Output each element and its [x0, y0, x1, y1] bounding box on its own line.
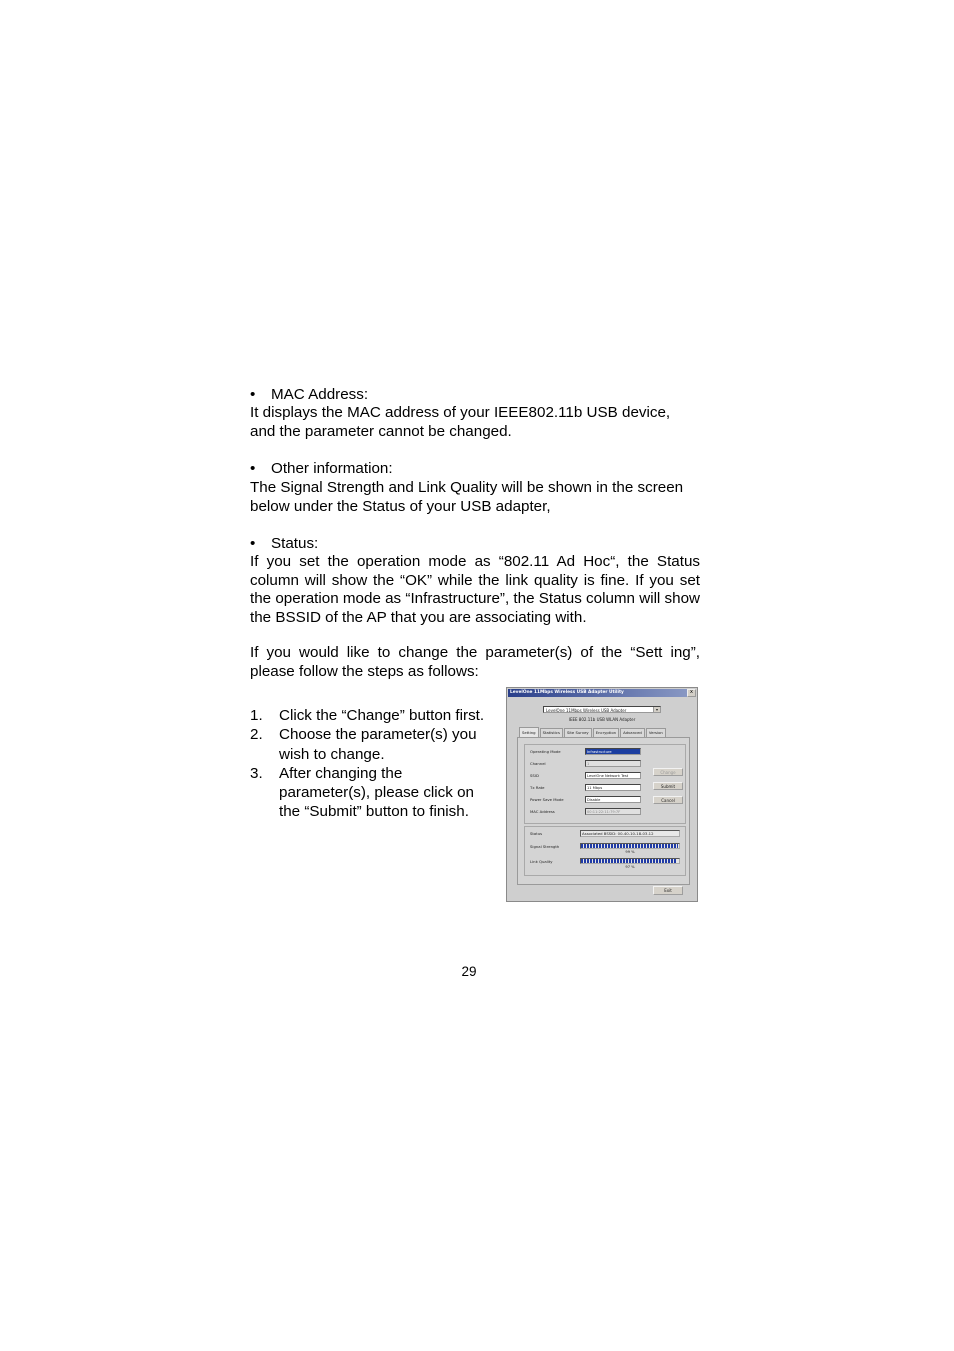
other-description: [250, 479, 710, 516]
other-heading: Other information:: [271, 460, 393, 477]
mac-address-field: 00:11:22:11:79:7F: [585, 808, 641, 815]
mac-description: [250, 404, 702, 441]
cancel-button[interactable]: Cancel: [653, 796, 683, 804]
list-item: [250, 706, 490, 725]
utility-dialog-screenshot: [506, 687, 698, 902]
step-number: 2.: [250, 726, 263, 744]
tab-version[interactable]: Version: [646, 728, 666, 737]
status-group: [524, 826, 686, 876]
step-number: 3.: [250, 764, 263, 782]
bullet-status: [250, 535, 318, 554]
status-label: Status: [530, 831, 543, 836]
mac-heading: MAC Address:: [271, 386, 369, 403]
power-save-select[interactable]: Disable: [585, 796, 641, 803]
link-quality-bar: [580, 858, 680, 864]
list-item: [250, 725, 490, 764]
steps-intro: If you would like to change the parameter(s) of the “Sett ing”, please follow the steps as follows:: [250, 644, 700, 680]
tab-site-survey[interactable]: Site Survey: [564, 728, 592, 737]
signal-strength-label: Signal Strength: [530, 844, 560, 849]
step-text: Choose the parameter(s) you wish to change.: [279, 726, 477, 763]
field-label: Channel: [530, 761, 546, 766]
channel-select[interactable]: 1: [585, 760, 641, 767]
list-item: [250, 764, 490, 822]
dialog-subtitle: IEEE 802.11b USB WLAN Adapter: [568, 717, 636, 722]
step-text: Click the “Change” button first.: [279, 707, 485, 724]
setting-panel: [517, 737, 690, 885]
close-icon[interactable]: x: [687, 689, 696, 697]
link-quality-label: Link Quality: [530, 859, 553, 864]
bullet-other-info: [250, 460, 393, 479]
other-line-2: below under the Status of your USB adapter,: [250, 497, 551, 515]
field-label: Operating Mode: [530, 749, 561, 754]
link-quality-fill: [581, 859, 676, 863]
operating-mode-select[interactable]: Infrastructure: [585, 748, 641, 755]
tab-statistics[interactable]: Statistics: [540, 728, 563, 737]
change-button[interactable]: Change: [653, 768, 683, 776]
bullet-icon: •: [250, 460, 256, 477]
adapter-select-value: LevelOne 11Mbps Wireless USB Adapter: [546, 708, 627, 713]
step-number: 1.: [250, 707, 263, 724]
dialog-tabs: [519, 728, 667, 737]
field-label: SSID: [530, 773, 539, 778]
other-line-1: The Signal Strength and Link Quality will be shown in the screen: [250, 479, 684, 496]
status-heading: Status:: [271, 535, 319, 552]
signal-strength-bar: [580, 843, 680, 849]
bullet-icon: •: [250, 386, 256, 403]
signal-strength-percent: 99 %: [625, 850, 635, 854]
steps-list: [250, 706, 490, 822]
mac-line-1: It displays the MAC address of your IEEE802.11b USB device,: [250, 404, 671, 421]
field-label: Tx Rate: [530, 785, 545, 790]
tab-encryption[interactable]: Encryption: [593, 728, 619, 737]
chevron-down-icon: ▾: [653, 707, 660, 712]
dialog-title: LevelOne 11Mbps Wireless USB Adapter Utility: [508, 689, 696, 697]
bullet-mac-address: [250, 386, 368, 405]
signal-strength-fill: [581, 844, 678, 848]
tab-advanced[interactable]: Advanced: [620, 728, 645, 737]
field-label: MAC Address: [530, 809, 555, 814]
settings-group: [524, 744, 686, 824]
tx-rate-select[interactable]: 11 Mbps: [585, 784, 641, 791]
ssid-field[interactable]: LevelOne Network Test: [585, 772, 641, 779]
step-text: After changing the parameter(s), please click on the “Submit” button to finish.: [279, 764, 474, 821]
status-value: Associated BSSID: 00-40-10-18-03-12: [580, 830, 680, 837]
page-number: 29: [461, 964, 477, 979]
tab-setting[interactable]: Setting: [519, 727, 539, 737]
exit-button[interactable]: Exit: [653, 886, 683, 895]
adapter-select[interactable]: [543, 706, 661, 713]
status-description: If you set the operation mode as “802.11 Ad Hoc“, the Status column will show the “OK” while the link quality is fine. If you set the operation mode as “Infrastructure”, the Status column will show the BSSID of the AP that you are associating with.: [250, 553, 700, 626]
submit-button[interactable]: Submit: [653, 782, 683, 790]
link-quality-percent: 97 %: [625, 865, 635, 869]
field-label: Power Save Mode: [530, 797, 564, 802]
mac-line-2: and the parameter cannot be changed.: [250, 422, 512, 440]
bullet-icon: •: [250, 535, 256, 552]
